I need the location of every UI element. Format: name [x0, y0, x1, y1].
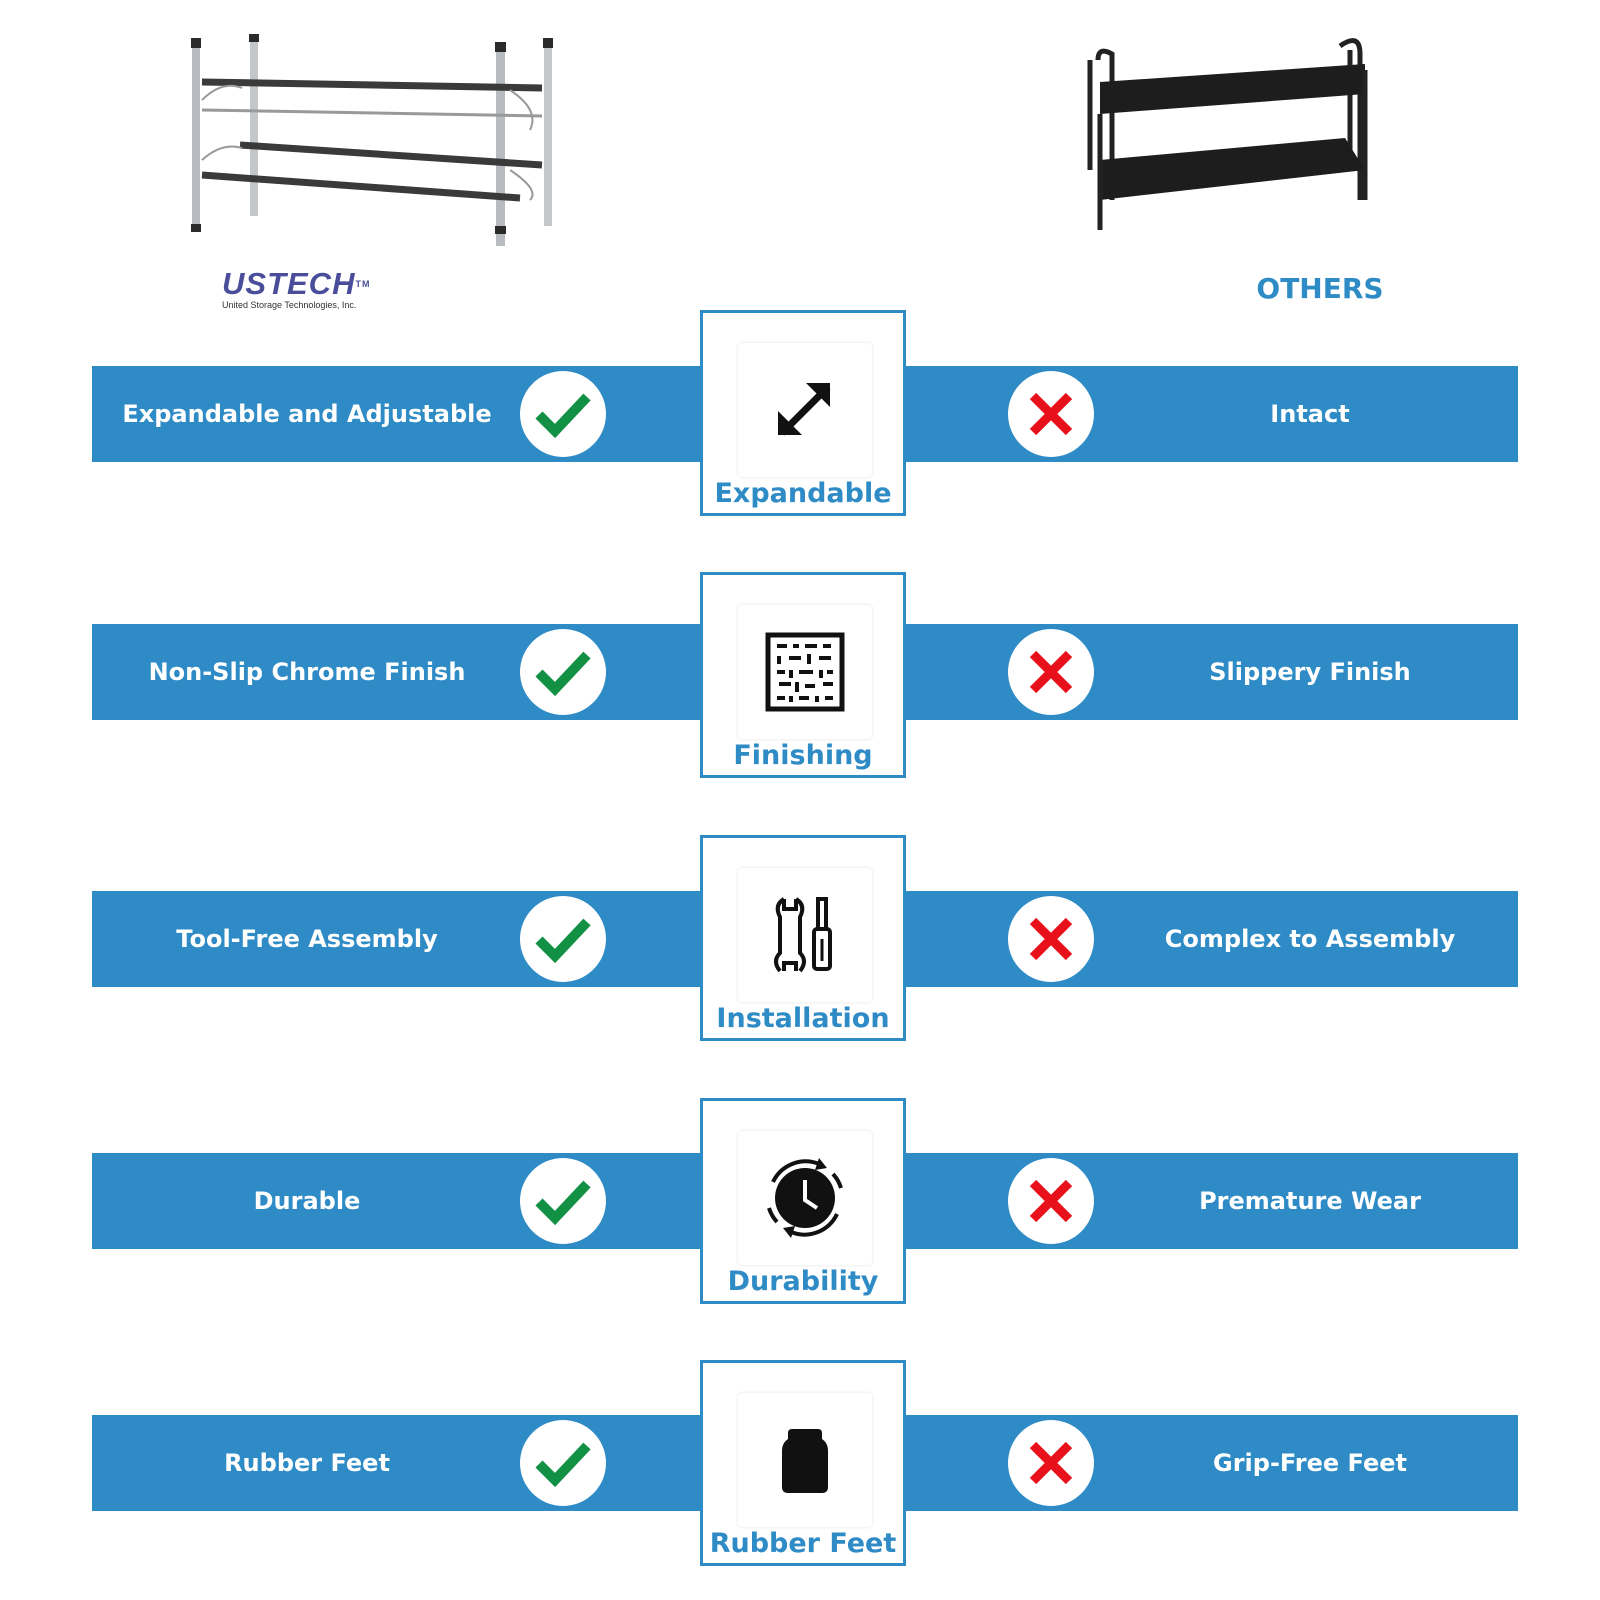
ustech-feature-text: Rubber Feet — [224, 1448, 390, 1477]
others-feature-text: Complex to Assembly — [1164, 924, 1456, 953]
check-icon — [533, 1438, 593, 1488]
cross-badge — [1008, 629, 1094, 715]
others-feature-text: Premature Wear — [1199, 1186, 1421, 1215]
feature-card — [700, 1360, 906, 1566]
cross-badge — [1008, 371, 1094, 457]
brand-subtext: United Storage Technologies, Inc. — [222, 300, 357, 310]
others-label: OTHERS — [1256, 272, 1384, 305]
brand-logo-text: USTECH — [222, 266, 356, 301]
ustech-feature-text: Non-Slip Chrome Finish — [148, 657, 466, 686]
feature-card — [700, 835, 906, 1041]
clock-cycle-icon — [759, 1152, 851, 1244]
feature-label: Expandable — [714, 478, 892, 509]
ustech-logo — [222, 268, 392, 318]
check-badge — [520, 1420, 606, 1506]
cross-icon — [1028, 916, 1074, 962]
cross-icon — [1028, 1440, 1074, 1486]
check-badge — [520, 1158, 606, 1244]
texture-grid-icon — [765, 632, 845, 712]
check-icon — [533, 914, 593, 964]
check-icon — [533, 647, 593, 697]
others-shoe-rack-image — [1070, 30, 1390, 240]
rubber-foot-icon — [780, 1425, 830, 1495]
ustech-feature-text: Tool-Free Assembly — [176, 924, 438, 953]
expand-arrows-icon — [770, 375, 840, 445]
cross-icon — [1028, 391, 1074, 437]
feature-card — [700, 310, 906, 516]
feature-label: Finishing — [733, 740, 873, 771]
feature-card — [700, 1098, 906, 1304]
feature-card — [700, 572, 906, 778]
feature-label: Durability — [727, 1266, 879, 1297]
ustech-shoe-rack-image — [180, 30, 580, 250]
cross-badge — [1008, 1420, 1094, 1506]
check-badge — [520, 896, 606, 982]
others-feature-text: Slippery Finish — [1209, 657, 1411, 686]
ustech-feature-text: Expandable and Adjustable — [122, 399, 492, 428]
check-badge — [520, 629, 606, 715]
cross-badge — [1008, 896, 1094, 982]
cross-icon — [1028, 1178, 1074, 1224]
wrench-screwdriver-icon — [770, 895, 840, 975]
cross-badge — [1008, 1158, 1094, 1244]
cross-icon — [1028, 649, 1074, 695]
feature-label: Rubber Feet — [709, 1528, 897, 1559]
brand-trademark: TM — [355, 279, 371, 289]
check-icon — [533, 1176, 593, 1226]
feature-label: Installation — [716, 1003, 890, 1034]
check-icon — [533, 389, 593, 439]
others-feature-text: Grip-Free Feet — [1213, 1448, 1407, 1477]
check-badge — [520, 371, 606, 457]
others-feature-text: Intact — [1270, 399, 1350, 428]
ustech-feature-text: Durable — [253, 1186, 361, 1215]
